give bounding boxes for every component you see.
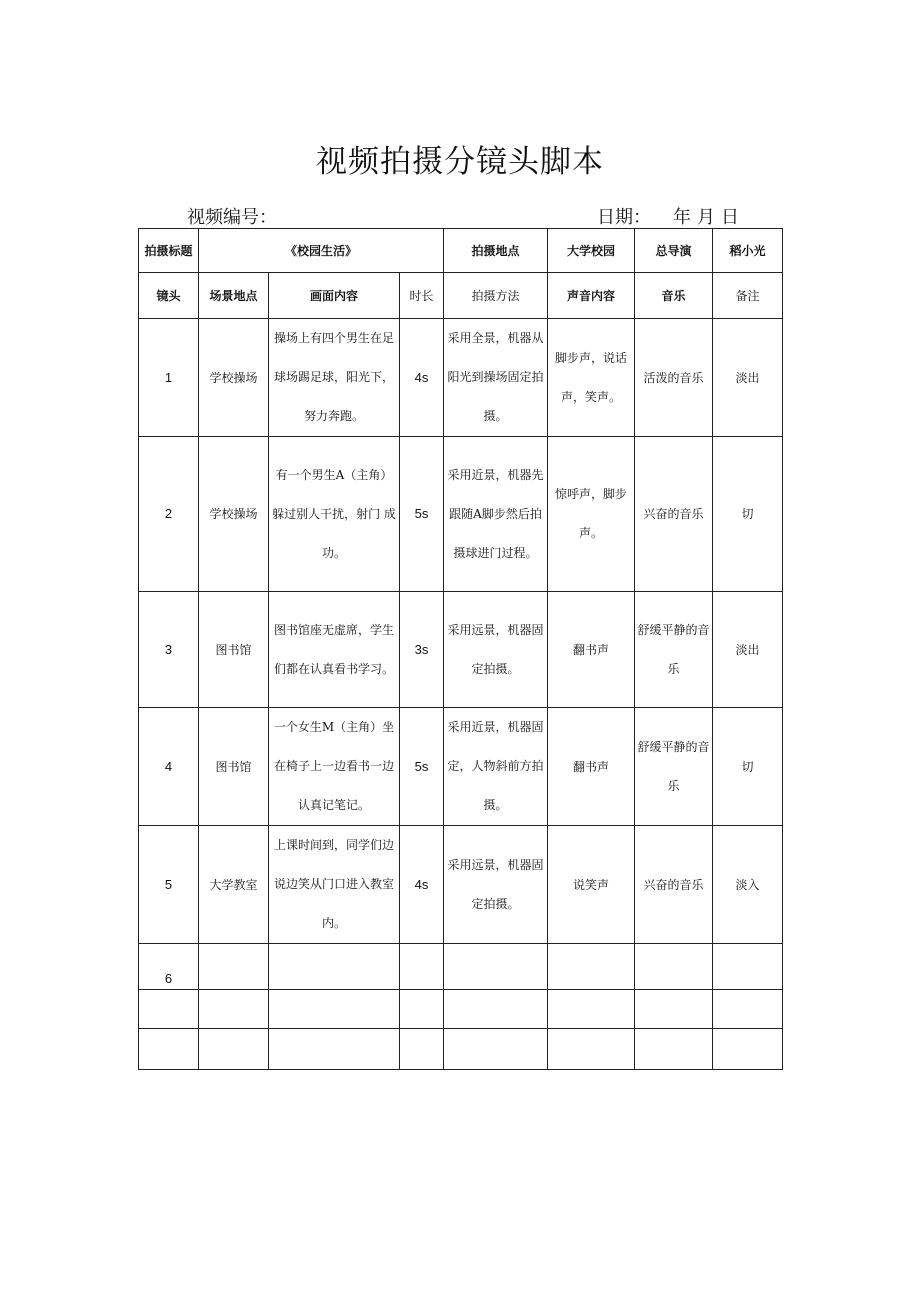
music-cell: 舒缓平静的音乐 xyxy=(635,708,713,826)
location-label-cell: 拍摄地点 xyxy=(444,229,548,273)
date-year: 年 xyxy=(673,207,691,228)
scene-cell: 大学教室 xyxy=(199,826,269,944)
info-row xyxy=(139,229,783,273)
note-cell: 切 xyxy=(713,437,783,592)
scene-cell: 学校操场 xyxy=(199,437,269,592)
header-row xyxy=(139,273,783,319)
page-title: 视频拍摄分镜头脚本 xyxy=(316,144,604,180)
column-header: 音乐 xyxy=(635,273,713,319)
shot-number: 2 xyxy=(139,437,199,592)
date-line xyxy=(597,203,745,229)
scene-cell: 学校操场 xyxy=(199,319,269,437)
column-header: 声音内容 xyxy=(548,273,635,319)
column-header: 时长 xyxy=(400,273,444,319)
title-value-cell: 《校园生活》 xyxy=(199,229,444,273)
scene-cell: 图书馆 xyxy=(199,708,269,826)
shot-number: 1 xyxy=(139,319,199,437)
duration-cell: 4s xyxy=(400,826,444,944)
duration-cell xyxy=(400,944,444,990)
sound-cell: 脚步声，说话声，笑声。 xyxy=(548,319,635,437)
method-cell: 采用远景，机器固定拍摄。 xyxy=(444,826,548,944)
music-cell: 活泼的音乐 xyxy=(635,319,713,437)
note-cell: 淡入 xyxy=(713,826,783,944)
scene-cell: 图书馆 xyxy=(199,592,269,708)
sound-cell: 翻书声 xyxy=(548,708,635,826)
column-header: 镜头 xyxy=(139,273,199,319)
method-cell: 采用近景，机器固定，人物斜前方拍摄。 xyxy=(444,708,548,826)
storyboard-table xyxy=(138,228,783,1070)
note-cell: 淡出 xyxy=(713,592,783,708)
sound-cell xyxy=(548,944,635,990)
location-value-cell: 大学校园 xyxy=(548,229,635,273)
method-cell: 采用远景，机器固定拍摄。 xyxy=(444,592,548,708)
table-row xyxy=(139,437,783,592)
content-cell: 有一个男生A（主角）躲过别人干扰，射门 成功。 xyxy=(269,437,400,592)
duration-cell: 5s xyxy=(400,437,444,592)
video-number-label: 视频编号： xyxy=(187,207,277,228)
music-cell: 兴奋的音乐 xyxy=(635,826,713,944)
content-cell xyxy=(269,944,400,990)
shot-number: 3 xyxy=(139,592,199,708)
shot-number: 6 xyxy=(139,944,199,990)
content-cell: 上课时间到，同学们边说边笑从门口进入教室内。 xyxy=(269,826,400,944)
shot-number: 5 xyxy=(139,826,199,944)
table-row xyxy=(139,944,783,990)
music-cell: 兴奋的音乐 xyxy=(635,437,713,592)
table-row-empty xyxy=(139,1029,783,1070)
column-header: 场景地点 xyxy=(199,273,269,319)
sound-cell: 惊呼声，脚步声。 xyxy=(548,437,635,592)
duration-cell: 5s xyxy=(400,708,444,826)
sound-cell: 说笑声 xyxy=(548,826,635,944)
table-row xyxy=(139,319,783,437)
table-row xyxy=(139,592,783,708)
sound-cell: 翻书声 xyxy=(548,592,635,708)
note-cell: 淡出 xyxy=(713,319,783,437)
shot-number: 4 xyxy=(139,708,199,826)
column-header: 备注 xyxy=(713,273,783,319)
method-cell: 采用近景，机器先跟随A脚步然后拍摄球进门过程。 xyxy=(444,437,548,592)
scene-cell xyxy=(199,944,269,990)
title-label-cell: 拍摄标题 xyxy=(139,229,199,273)
duration-cell: 4s xyxy=(400,319,444,437)
column-header: 画面内容 xyxy=(269,273,400,319)
director-label-cell: 总导演 xyxy=(635,229,713,273)
music-cell xyxy=(635,944,713,990)
table-row-empty xyxy=(139,990,783,1029)
director-value-cell: 稻小光 xyxy=(713,229,783,273)
method-cell xyxy=(444,944,548,990)
note-cell xyxy=(713,944,783,990)
content-cell: 一个女生M（主角）坐在椅子上一边看书一边认真记笔记。 xyxy=(269,708,400,826)
date-label: 日期： xyxy=(597,207,651,228)
date-month: 月 xyxy=(697,207,715,228)
date-day: 日 xyxy=(721,207,739,228)
table-row xyxy=(139,826,783,944)
method-cell: 采用全景，机器从阳光到操场固定拍摄。 xyxy=(444,319,548,437)
content-cell: 图书馆座无虚席，学生们都在认真看书学习。 xyxy=(269,592,400,708)
duration-cell: 3s xyxy=(400,592,444,708)
content-cell: 操场上有四个男生在足球场踢足球，阳光下，努力奔跑。 xyxy=(269,319,400,437)
column-header: 拍摄方法 xyxy=(444,273,548,319)
music-cell: 舒缓平静的音乐 xyxy=(635,592,713,708)
table-row xyxy=(139,708,783,826)
note-cell: 切 xyxy=(713,708,783,826)
